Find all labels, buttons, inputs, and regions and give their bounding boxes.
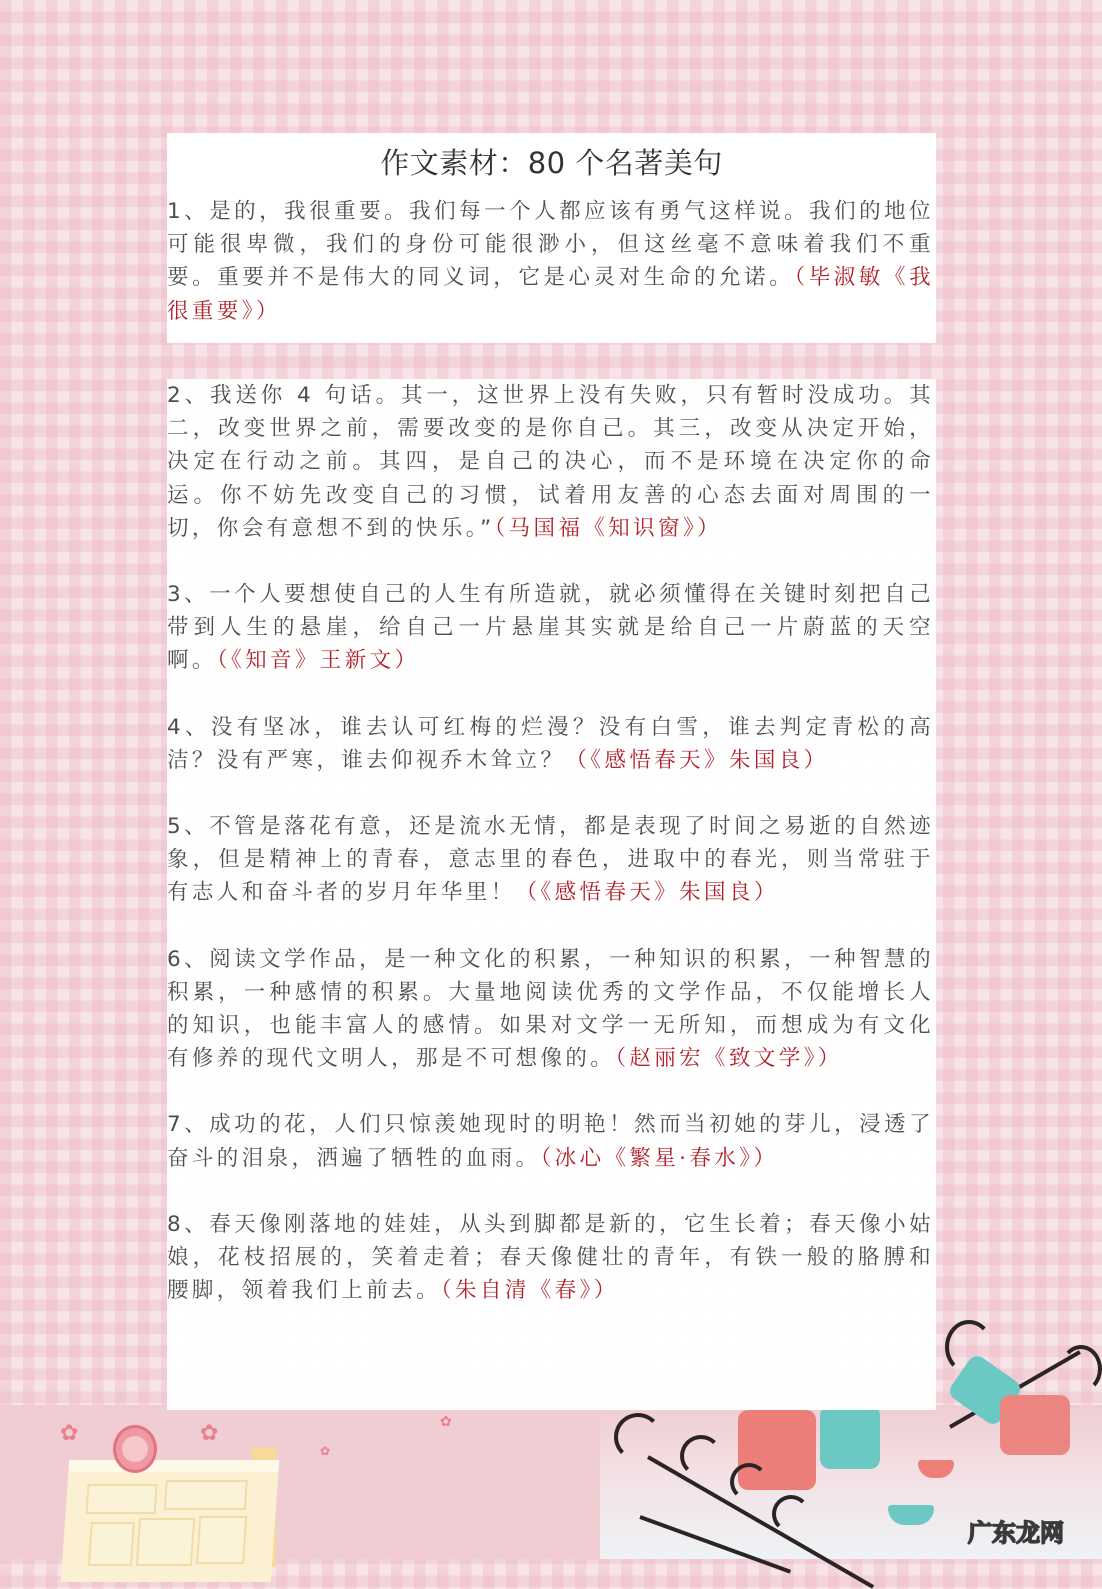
- rack-scroll: [945, 1320, 993, 1374]
- page-title: 作文素材：80 个名著美句: [380, 146, 723, 180]
- shirt-illustration: [820, 1405, 880, 1469]
- quote-item-3: [167, 578, 936, 678]
- spacer: [167, 1175, 936, 1208]
- item-number: 6、: [167, 946, 210, 972]
- rack-scroll: [614, 1413, 662, 1461]
- sweater-illustration: [1000, 1395, 1070, 1455]
- quote-item-7: [167, 1108, 936, 1174]
- item-number: 4、: [167, 714, 211, 740]
- quote-citation: （赵丽宏《致文学》）: [615, 1046, 843, 1072]
- drawer: [164, 1480, 248, 1510]
- section-gap: [167, 343, 936, 379]
- quote-item-4: [167, 711, 936, 777]
- drawer: [88, 1522, 135, 1566]
- drawer: [196, 1516, 247, 1564]
- item-number: 8、: [167, 1211, 210, 1237]
- flower-icon: ✿: [440, 1414, 452, 1430]
- drawer: [85, 1484, 157, 1514]
- spacer: [167, 1075, 936, 1108]
- quote-citation: （冰心《繁星·春水》）: [540, 1145, 779, 1171]
- quote-text: 一个人要想使自己的人生有所造就，就必须懂得在关键时刻把自己带到人生的悬崖，给自己一片悬崖其实就是给自己一片蔚蓝的天空啊。: [167, 582, 935, 674]
- quote-item-1: [167, 195, 936, 328]
- item-number: 5、: [167, 814, 210, 840]
- flower-icon: ✿: [60, 1421, 79, 1446]
- quote-citation: （马国福《知识窗》）: [494, 515, 723, 541]
- dresser-illustration: [61, 1460, 280, 1582]
- item-number: 7、: [167, 1112, 210, 1138]
- quote-item-5: [167, 810, 936, 910]
- rack-scroll: [1060, 1345, 1102, 1393]
- site-watermark: 广东龙网: [968, 1519, 1064, 1547]
- quote-citation: （《感悟春天》朱国良）: [565, 747, 829, 773]
- quote-item-2: [167, 379, 936, 545]
- alarm-clock-icon: [113, 1425, 157, 1473]
- quote-text: 春天像刚落地的娃娃，从头到脚都是新的，它生长着；春天像小姑娘，花枝招展的，笑着走着；春天像健壮的青年，有铁一般的胳膊和腰脚，领着我们上前去。: [167, 1211, 935, 1304]
- content-panel: [167, 133, 936, 1410]
- quote-text: 我送你 4 句话。其一，这世界上没有失败，只有暂时没成功。其二，改变世界之前，需要改变的是你自己。其三，改变从决定开始，决定在行动之前。其四，是自己的决心，而不是环境在决定你的命运。你不妨先改变自己的习惯，试着用友善的心态去面对周围的一切，你会有意想不到的快乐。”: [167, 383, 934, 541]
- item-number: 2、: [167, 383, 210, 408]
- rack-scroll: [680, 1435, 722, 1477]
- quote-citation: （《知音》王新文）: [216, 648, 420, 674]
- quote-item-6: [167, 943, 936, 1076]
- flower-icon: ✿: [200, 1421, 219, 1446]
- quote-text: 阅读文学作品，是一种文化的积累，一种知识的积累，一种智慧的积累，一种感情的积累。大量地阅读优秀的文学作品，不仅能增长人的知识，也能丰富人的感情。如果对文学一无所知，而想成为有文化有修养的现代文明人，那是不可想像的。: [167, 946, 935, 1072]
- spacer: [167, 910, 936, 943]
- flower-icon: ✿: [320, 1444, 331, 1458]
- first-section: [167, 133, 936, 343]
- spacer: [167, 678, 936, 711]
- bottom-illustration: [0, 1405, 1102, 1559]
- quote-citation: （毕淑敏《我很重要》）: [167, 265, 934, 324]
- rack-scroll: [772, 1495, 810, 1533]
- item-number: 3、: [167, 582, 210, 608]
- item-number: 1、: [167, 199, 210, 224]
- quote-text: 没有坚冰，谁去认可红梅的烂漫？没有白雪，谁去判定青松的高洁？没有严寒，谁去仰视乔木耸立？: [167, 714, 935, 773]
- quote-text: 是的，我很重要。我们每一个人都应该有勇气这样说。我们的地位可能很卑微，我们的身份可能很渺小，但这丝毫不意味着我们不重要。重要并不是伟大的同义词，它是心灵对生命的允诺。: [167, 199, 935, 291]
- quotes-section: [167, 379, 936, 1410]
- quote-text: 不管是落花有意，还是流水无情，都是表现了时间之易逝的自然迹象，但是精神上的青春，意志里的春色，进取中的春光，则当常驻于有志人和奋斗者的岁月年华里！: [167, 814, 935, 906]
- quote-citation: （《感悟春天》朱国良）: [515, 880, 779, 906]
- quote-citation: （朱自清《春》）: [440, 1278, 619, 1304]
- spacer: [167, 777, 936, 810]
- quote-item-8: [167, 1208, 936, 1308]
- spacer: [167, 545, 936, 578]
- quote-text: 成功的花，人们只惊羡她现时的明艳！然而当初她的芽儿，浸透了奋斗的泪泉，洒遍了牺牲的血雨。: [167, 1112, 935, 1171]
- rack-scroll: [730, 1463, 768, 1501]
